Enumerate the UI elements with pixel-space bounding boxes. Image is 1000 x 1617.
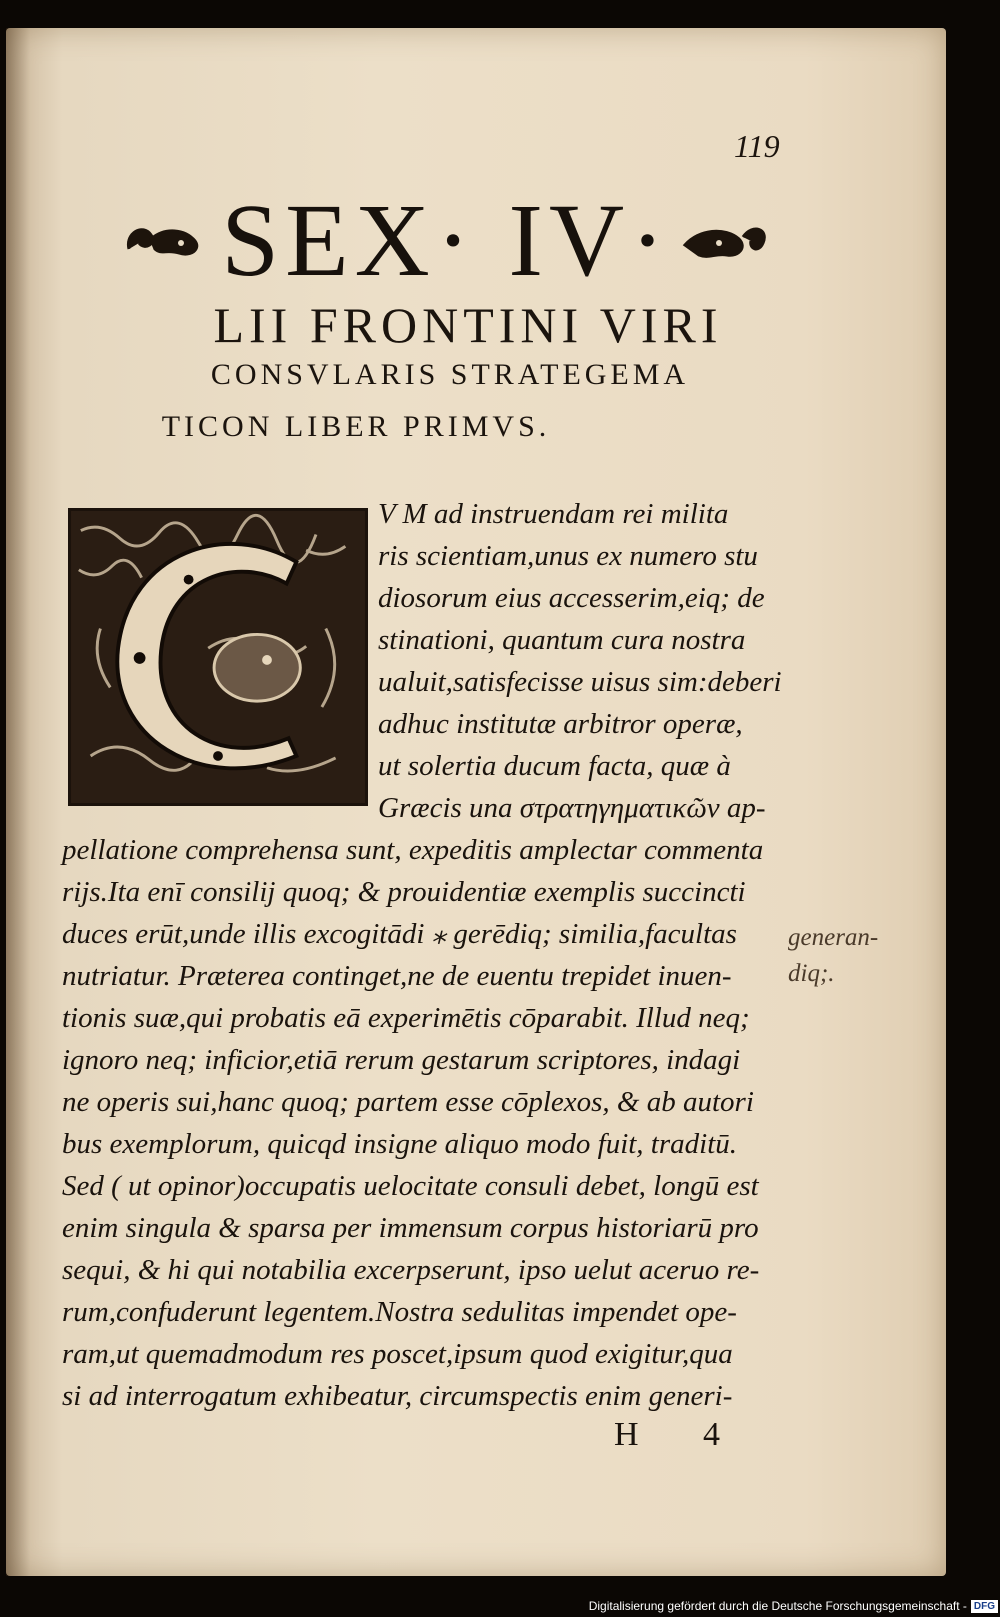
page-number: 119 <box>734 128 780 164</box>
body-line: nutriatur. Præterea continget,ne de euentu trepidet inuen- <box>62 960 732 992</box>
body-line: duces erūt,unde illis excogitādi ⁎ gerēdiq; similia,facultas <box>62 918 737 950</box>
body-line: enim singula & sparsa per immensum corpus historiarū pro <box>62 1212 759 1244</box>
body-line: stinationi, quantum cura nostra <box>378 624 746 656</box>
title-sex-iv: SEX· IV· <box>221 183 671 298</box>
body-line: rijs.Ita enī consilij quoq; & prouidentiæ exemplis succincti <box>62 876 746 908</box>
body-line: ut solertia ducum facta, quæ à <box>378 750 731 782</box>
body-line: diosorum eius accesserim,eiq; de <box>378 582 765 614</box>
title-line-1 <box>66 183 826 298</box>
body-line: ualuit,satisfecisse uisus sim:deberi <box>378 666 782 698</box>
digitization-credit <box>589 1597 998 1615</box>
signature-mark: H 4 <box>614 1416 749 1453</box>
body-line: Græcis una στρατηγηματικῶν ap- <box>378 792 766 824</box>
body-line: rum,confuderunt legentem.Nostra sedulitas impendet ope- <box>62 1296 737 1328</box>
body-line: ram,ut quemadmodum res poscet,ipsum quod exigitur,qua <box>62 1338 733 1370</box>
body-line: Sed ( ut opinor)occupatis uelocitate consuli debet, longū est <box>62 1170 759 1202</box>
body-line: ne operis sui,hanc quoq; partem esse cōplexos, & ab autori <box>62 1086 754 1118</box>
right-ornament-icon <box>679 209 771 273</box>
dfg-logo: DFG <box>971 1600 998 1613</box>
body-line: ignoro neq; inficior,etiā rerum gestarum scriptores, indagi <box>62 1044 741 1076</box>
title-line-4: TICON LIBER PRIMVS. <box>161 410 551 443</box>
body-line: bus exemplorum, quicqd insigne aliquo modo fuit, traditū. <box>62 1128 738 1160</box>
credit-text: Digitalisierung gefördert durch die Deutsche Forschungsgemeinschaft - <box>588 1599 967 1613</box>
woodcut-illustration-icon <box>71 511 365 803</box>
marginal-note-line-1: generan- <box>788 924 879 951</box>
body-line: V M ad instruendam rei milita <box>378 498 729 530</box>
body-line: pellatione comprehensa sunt, expeditis amplectar commenta <box>62 834 764 866</box>
left-ornament-icon <box>121 209 213 273</box>
marginal-note-line-2: diq;. <box>788 960 835 987</box>
title-line-2: LII FRONTINI VIRI <box>213 297 723 353</box>
body-line: adhuc institutæ arbitror operæ, <box>378 708 743 740</box>
body-line: si ad interrogatum exhibeatur, circumspectis enim generi- <box>62 1380 733 1412</box>
book-page <box>6 28 946 1576</box>
body-line: tionis suæ,qui probatis eā experimētis cōparabit. Illud neq; <box>62 1002 750 1034</box>
decorated-initial-c <box>68 508 368 806</box>
body-line: sequi, & hi qui notabilia excerpserunt, ipso uelut aceruo re- <box>62 1254 760 1286</box>
page-gutter-shadow <box>6 28 30 1576</box>
body-line: ris scientiam,unus ex numero stu <box>378 540 758 572</box>
title-line-3: CONSVLARIS STRATEGEMA <box>210 358 690 391</box>
